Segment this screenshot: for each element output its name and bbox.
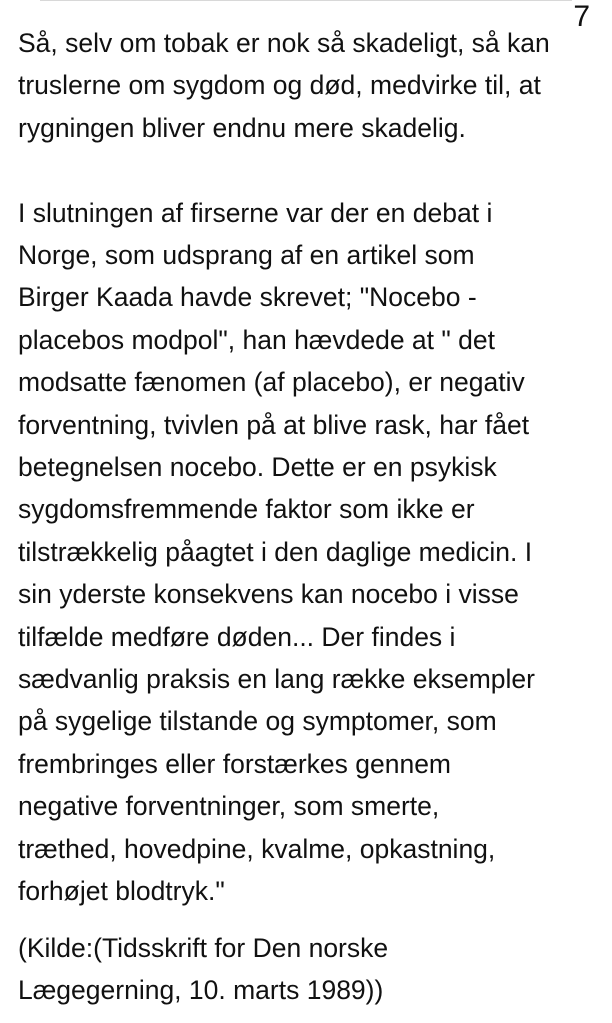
paragraph-spacer	[18, 913, 603, 927]
text-line: forventning, tvivlen på at blive rask, har fået	[18, 409, 530, 440]
text-line: sygdomsfremmende faktor som ikke er	[18, 494, 475, 525]
paragraph-spacer	[18, 149, 603, 191]
text-line: træthed, hovedpine, kvalme, opkastning,	[18, 833, 496, 864]
text-line: Så, selv om tobak er nok så skadeligt, så kan	[18, 28, 550, 58]
text-line: negative forventninger, som smerte,	[18, 791, 440, 822]
text-line: tilstrækkelig påagtet i den daglige medicin. I	[18, 536, 533, 567]
text-line: sin yderste konsekvens kan nocebo i visse	[18, 579, 519, 610]
text-line: Lægegerning, 10. marts 1989))	[18, 974, 384, 1005]
text-line: Birger Kaada havde skrevet; "Nocebo -	[18, 282, 477, 313]
text-line: placebos modpol", han hævdede at " det	[18, 324, 495, 355]
text-line: betegnelsen nocebo. Dette er en psykisk	[18, 452, 497, 483]
text-line: modsatte fænomen (af placebo), er negativ	[18, 367, 525, 398]
text-line: på sygelige tilstande og symptomer, som	[18, 706, 497, 737]
text-line: Norge, som udsprang af en artikel som	[18, 240, 475, 271]
text-line: I slutningen af firserne var der en debat i	[18, 197, 493, 228]
paragraph-tobacco	[18, 22, 603, 149]
paragraph-nocebo-debate	[18, 192, 603, 913]
text-line: (Kilde:(Tidsskrift for Den norske	[18, 932, 389, 963]
text-line: forhøjet blodtryk."	[18, 876, 225, 907]
text-line: tilfælde medføre døden... Der findes i	[18, 621, 456, 652]
text-line: truslerne om sygdom og død, medvirke til, at	[18, 70, 541, 101]
text-line: frembringes eller forstærkes gennem	[18, 748, 452, 779]
page-number: 7	[573, 0, 590, 33]
text-line: sædvanlig praksis en lang række eksempler	[18, 664, 535, 695]
text-line: rygningen bliver endnu mere skadelig.	[18, 112, 466, 143]
paragraph-source	[18, 927, 603, 1012]
top-divider	[40, 0, 572, 1]
document-body	[18, 22, 603, 1011]
